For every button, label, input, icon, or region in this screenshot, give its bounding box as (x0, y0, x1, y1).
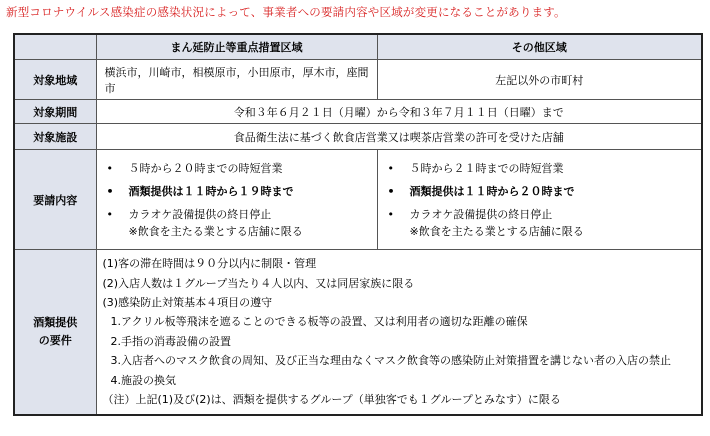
condition-subitem: 1.アクリル板等飛沫を遮ることのできる板等の設置、又は利用者の適切な距離の確保 (110, 315, 528, 329)
period-value: 令和３年６月２１日（月曜）から令和３年７月１１日（日曜）まで (96, 100, 702, 124)
request-other-alcohol: • 酒類提供は１１時から２０時まで (378, 183, 702, 200)
condition-item: (2)入店人数は１グループ当たり４人以内、又は同居家族に限る (102, 276, 415, 290)
row-area (14, 60, 702, 100)
conditions-content (96, 250, 702, 415)
request-priority (96, 150, 377, 250)
request-other (377, 150, 702, 250)
request-other-karaoke-note: ※飲食を主たる業とする店舗に限る (409, 224, 584, 238)
row-conditions (14, 250, 702, 415)
row-facility (14, 124, 702, 150)
request-priority-alcohol: • 酒類提供は１１時から１９時まで (97, 183, 377, 200)
request-other-karaoke: • カラオケ設備提供の終日停止 (378, 206, 702, 223)
condition-item: (3)感染防止対策基本４項目の遵守 (102, 295, 273, 309)
label-facility: 対象施設 (14, 124, 96, 150)
label-conditions (14, 250, 96, 415)
requirements-table (13, 33, 703, 416)
facility-value: 食品衛生法に基づく飲食店営業又は喫茶店営業の許可を受けた店舗 (96, 124, 702, 150)
request-priority-hours: • ５時から２０時までの時短営業 (97, 160, 377, 177)
condition-subitem: 2.手指の消毒設備の設置 (110, 334, 231, 348)
label-period: 対象期間 (14, 100, 96, 124)
label-area: 対象地域 (14, 60, 96, 100)
table-header-row (14, 34, 702, 60)
condition-subitem: 4.施設の換気 (110, 373, 176, 387)
area-other: 左記以外の市町村 (377, 60, 702, 100)
notice-text: 新型コロナウイルス感染症の感染状況によって、事業者への要請内容や区域が変更になることがあります。 (6, 5, 566, 19)
header-blank (14, 34, 96, 60)
row-period (14, 100, 702, 124)
condition-note: （注）上記(1)及び(2)は、酒類を提供するグループ（単独客でも１グループとみなす）に限る (102, 392, 561, 406)
request-priority-karaoke: • カラオケ設備提供の終日停止 (97, 206, 377, 223)
condition-item: (1)客の滞在時間は９０分以内に制限・管理 (102, 257, 317, 271)
label-request: 要請内容 (14, 150, 96, 250)
condition-subitem: 3.入店者へのマスク飲食の周知、及び正当な理由なくマスク飲食等の感染防止対策措置を講じない者の入店の禁止 (110, 354, 671, 368)
request-other-hours: • ５時から２１時までの時短営業 (378, 160, 702, 177)
area-priority: 横浜市，川崎市，相模原市，小田原市，厚木市，座間市 (96, 60, 377, 100)
header-other-area: その他区域 (377, 34, 702, 60)
label-conditions-line1: 酒類提供 (33, 315, 78, 329)
header-priority-area: まん延防止等重点措置区域 (96, 34, 377, 60)
label-conditions-line2: の要件 (38, 333, 72, 347)
request-priority-karaoke-note: ※飲食を主たる業とする店舗に限る (128, 224, 303, 238)
row-request (14, 150, 702, 250)
